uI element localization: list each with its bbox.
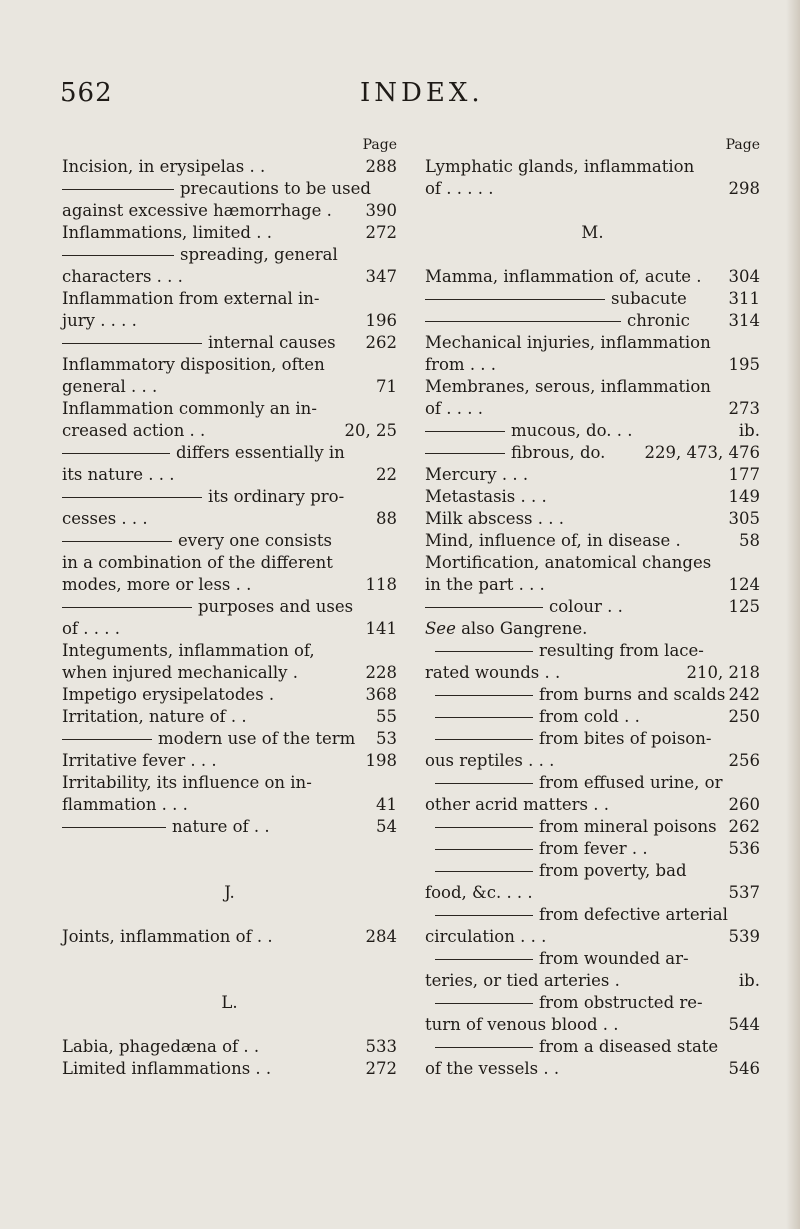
index-entry: teries, or tied arteries . ib. bbox=[425, 971, 760, 990]
page-column-label: Page bbox=[362, 137, 397, 153]
index-entry: modes, more or less . . 118 bbox=[62, 575, 397, 594]
index-entry: Inflammations, limited . . 272 bbox=[62, 223, 397, 242]
index-subentry: internal causes 262 bbox=[62, 332, 397, 354]
ditto-dash bbox=[425, 607, 543, 608]
index-entry: cesses . . . 88 bbox=[62, 509, 397, 528]
running-head: INDEX. bbox=[360, 78, 484, 108]
index-subentry: from defective arterial bbox=[425, 904, 760, 926]
index-entry: Inflammatory disposition, often bbox=[62, 355, 325, 374]
index-entry: in a combination of the different bbox=[62, 553, 333, 572]
index-subentry: from obstructed re- bbox=[425, 992, 760, 1014]
index-entry: Irritability, its influence on in- bbox=[62, 773, 312, 792]
index-subentry: differs essentially in bbox=[62, 442, 397, 464]
index-entry: Milk abscess . . . 305 bbox=[425, 509, 760, 528]
index-entry: characters . . . 347 bbox=[62, 267, 397, 286]
index-entry: when injured mechanically . 228 bbox=[62, 663, 397, 682]
ditto-dash bbox=[425, 321, 621, 322]
ditto-dash bbox=[435, 1003, 533, 1004]
index-entry: Metastasis . . . 149 bbox=[425, 487, 760, 506]
index-subentry: from cold . . 250 bbox=[425, 706, 760, 728]
ditto-dash bbox=[62, 739, 152, 740]
index-entry: Mamma, inflammation of, acute . 304 bbox=[425, 267, 760, 286]
ditto-dash bbox=[425, 431, 505, 432]
ditto-dash bbox=[435, 783, 533, 784]
index-entry: See also Gangrene. bbox=[425, 619, 588, 638]
index-subentry: nature of . . 54 bbox=[62, 816, 397, 838]
index-subentry: purposes and uses bbox=[62, 596, 397, 618]
ditto-dash bbox=[62, 541, 172, 542]
index-entry: food, &c. . . . 537 bbox=[425, 883, 760, 902]
index-entry: of . . . . 141 bbox=[62, 619, 397, 638]
ditto-dash bbox=[435, 695, 533, 696]
left-index-column bbox=[62, 134, 397, 1080]
index-entry: Joints, inflammation of . . 284 bbox=[62, 927, 397, 946]
index-subentry: fibrous, do. 229, 473, 476 bbox=[425, 442, 760, 464]
index-subentry: colour . . 125 bbox=[425, 596, 760, 618]
ditto-dash bbox=[435, 871, 533, 872]
index-subentry: from effused urine, or bbox=[425, 772, 760, 794]
index-entry: Mind, influence of, in disease . 58 bbox=[425, 531, 760, 550]
index-entry: Integuments, inflammation of, bbox=[62, 641, 315, 660]
section-letter-j: J. bbox=[224, 883, 235, 902]
ditto-dash bbox=[435, 739, 533, 740]
page-column-label: Page bbox=[725, 137, 760, 153]
index-entry: flammation . . . 41 bbox=[62, 795, 397, 814]
ditto-dash bbox=[425, 453, 505, 454]
see-also-italic: See bbox=[425, 619, 456, 638]
index-entry: creased action . . 20, 25 bbox=[62, 421, 397, 440]
index-entry: Lymphatic glands, inflammation bbox=[425, 157, 695, 176]
index-entry: Mortification, anatomical changes bbox=[425, 553, 712, 572]
ditto-dash bbox=[62, 607, 192, 608]
index-entry: ous reptiles . . . 256 bbox=[425, 751, 760, 770]
index-subentry: from poverty, bad bbox=[425, 860, 760, 882]
index-entry: Inflammation from external in- bbox=[62, 289, 320, 308]
section-letter-l: L. bbox=[221, 993, 238, 1012]
index-subentry: its ordinary pro- bbox=[62, 486, 397, 508]
index-entry: circulation . . . 539 bbox=[425, 927, 760, 946]
index-entry: from . . . 195 bbox=[425, 355, 760, 374]
index-subentry: from burns and scalds 242 bbox=[425, 684, 760, 706]
index-entry: Labia, phagedæna of . . 533 bbox=[62, 1037, 397, 1056]
index-entry: Incision, in erysipelas . . 288 bbox=[62, 157, 397, 176]
index-subentry: every one consists bbox=[62, 530, 397, 552]
index-entry: Irritative fever . . . 198 bbox=[62, 751, 397, 770]
index-entry: Irritation, nature of . . 55 bbox=[62, 707, 397, 726]
index-entry: Impetigo erysipelatodes . 368 bbox=[62, 685, 397, 704]
index-entry: Inflammation commonly an in- bbox=[62, 399, 317, 418]
ditto-dash bbox=[425, 299, 605, 300]
index-entry: Mechanical injuries, inflammation bbox=[425, 333, 711, 352]
index-subentry: precautions to be used bbox=[62, 178, 397, 200]
index-entry: of . . . . . 298 bbox=[425, 179, 760, 198]
index-entry: of the vessels . . 546 bbox=[425, 1059, 760, 1078]
index-entry: Membranes, serous, inflammation bbox=[425, 377, 711, 396]
index-entry: turn of venous blood . . 544 bbox=[425, 1015, 760, 1034]
ditto-dash bbox=[62, 453, 170, 454]
ditto-dash bbox=[62, 343, 202, 344]
index-subentry: modern use of the term 53 bbox=[62, 728, 397, 750]
index-entry: in the part . . . 124 bbox=[425, 575, 760, 594]
ditto-dash bbox=[435, 959, 533, 960]
ditto-dash bbox=[435, 827, 533, 828]
section-letter-m: M. bbox=[581, 223, 604, 242]
ditto-dash bbox=[62, 497, 202, 498]
index-entry: other acrid matters . . 260 bbox=[425, 795, 760, 814]
index-subentry: resulting from lace- bbox=[425, 640, 760, 662]
index-entry: of . . . . 273 bbox=[425, 399, 760, 418]
ditto-dash bbox=[62, 189, 174, 190]
index-entry: Mercury . . . 177 bbox=[425, 465, 760, 484]
ditto-dash bbox=[62, 255, 174, 256]
ditto-dash bbox=[435, 915, 533, 916]
index-subentry: from fever . . 536 bbox=[425, 838, 760, 860]
index-entry: Limited inflammations . . 272 bbox=[62, 1059, 397, 1078]
page-header bbox=[60, 78, 760, 108]
index-subentry: from a diseased state bbox=[425, 1036, 760, 1058]
index-entry: jury . . . . 196 bbox=[62, 311, 397, 330]
ditto-dash bbox=[435, 717, 533, 718]
ditto-dash bbox=[435, 1047, 533, 1048]
index-entry: its nature . . . 22 bbox=[62, 465, 397, 484]
index-subentry: chronic 314 bbox=[425, 310, 760, 332]
index-entry: general . . . 71 bbox=[62, 377, 397, 396]
index-entry: rated wounds . . 210, 218 bbox=[425, 663, 760, 682]
index-subentry: subacute 311 bbox=[425, 288, 760, 310]
index-subentry: from mineral poisons 262 bbox=[425, 816, 760, 838]
ditto-dash bbox=[435, 651, 533, 652]
page-number: 562 bbox=[60, 78, 113, 108]
right-index-column bbox=[425, 134, 760, 1080]
ditto-dash bbox=[435, 849, 533, 850]
index-subentry: spreading, general bbox=[62, 244, 397, 266]
index-subentry: from wounded ar- bbox=[425, 948, 760, 970]
index-entry: against excessive hæmorrhage . 390 bbox=[62, 201, 397, 220]
index-subentry: from bites of poison- bbox=[425, 728, 760, 750]
page-edge-shadow bbox=[786, 0, 800, 1229]
index-subentry: mucous, do. . . ib. bbox=[425, 420, 760, 442]
ditto-dash bbox=[62, 827, 166, 828]
